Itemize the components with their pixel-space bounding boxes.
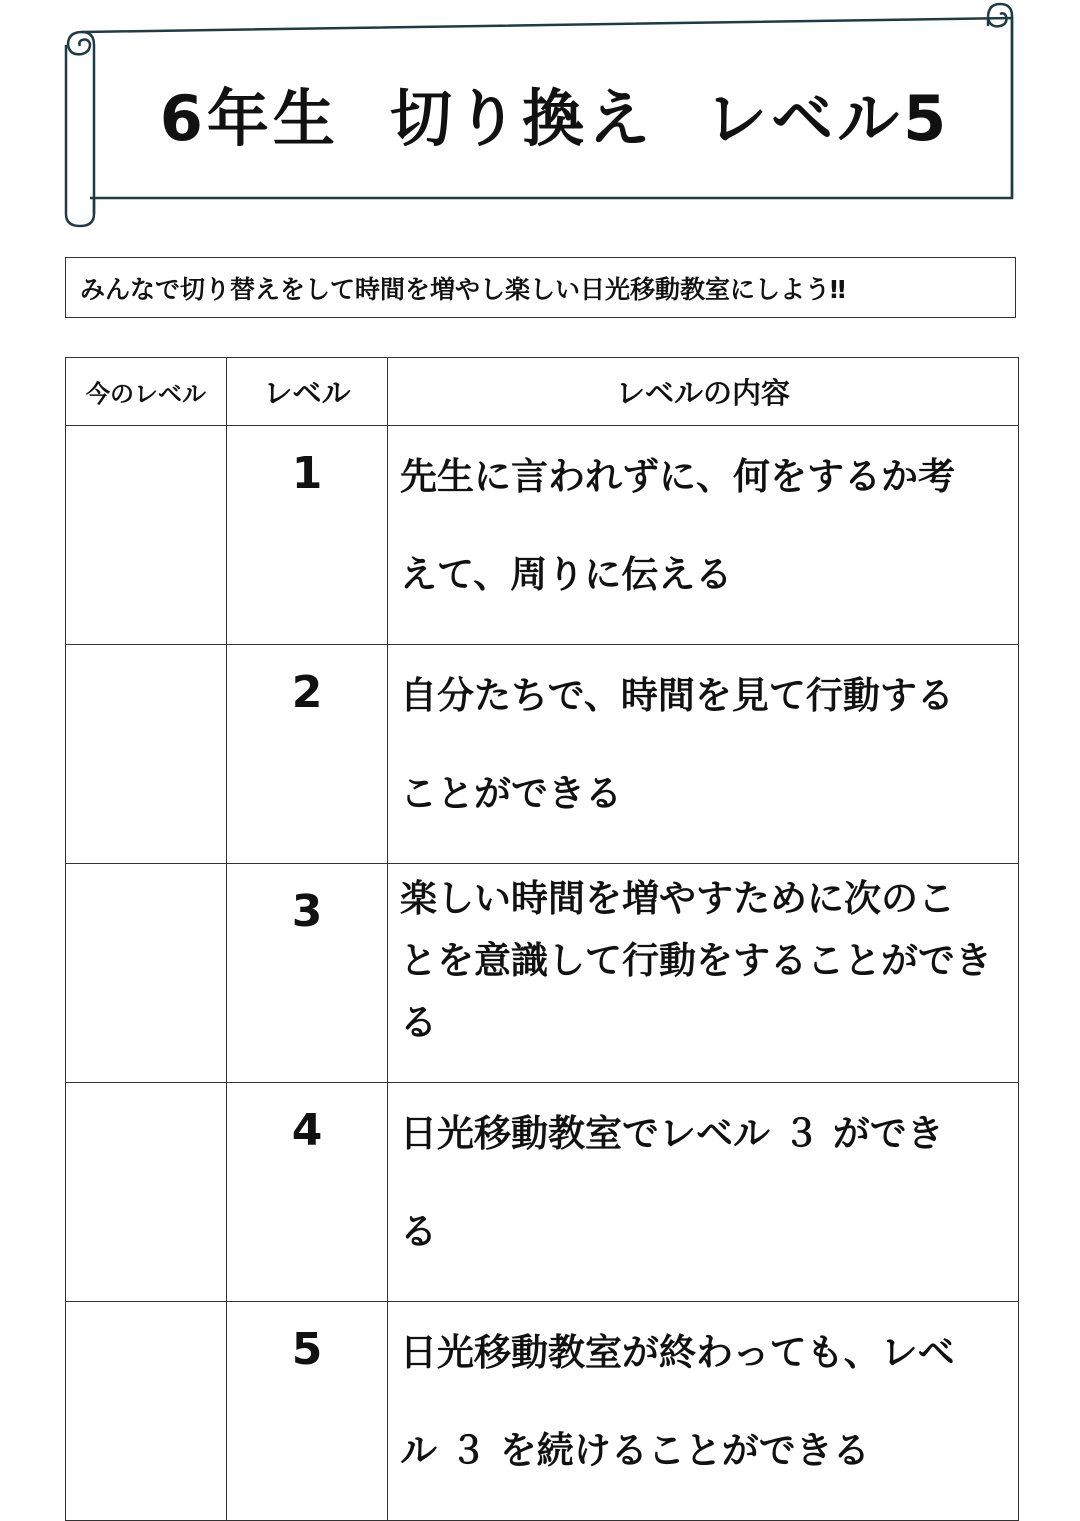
description-line: 日光移動教室でレベル ３ ができ	[400, 1112, 944, 1155]
level-description	[388, 426, 1019, 645]
level-description	[388, 864, 1019, 1083]
level-number: 3	[227, 864, 388, 1083]
current-level-cell[interactable]	[66, 864, 227, 1083]
description-line: 先生に言われずに、何をするか考	[400, 455, 955, 498]
description-line: 自分たちで、時間を見て行動する	[400, 674, 954, 717]
table-row	[66, 864, 1019, 1083]
level-description	[388, 645, 1019, 864]
column-header-level: レベル	[227, 358, 388, 426]
title-scroll-banner	[60, 0, 1020, 230]
level-table	[65, 357, 1019, 1521]
level-description	[388, 1302, 1019, 1521]
level-number: 5	[227, 1302, 388, 1521]
table-row	[66, 1083, 1019, 1302]
description-line: ことができる	[400, 772, 622, 815]
current-level-cell[interactable]	[66, 645, 227, 864]
table-header-row	[66, 358, 1019, 426]
description-line: 日光移動教室が終わっても、レベ	[400, 1331, 955, 1374]
description-line: 楽しい時間を増やすために次のこ	[400, 877, 955, 920]
motto-banner: みんなで切り替えをして時間を増やし楽しい日光移動教室にしよう‼	[65, 257, 1016, 318]
description-line: えて、周りに伝える	[400, 553, 733, 596]
level-number: 1	[227, 426, 388, 645]
level-number: 2	[227, 645, 388, 864]
description-line: とを意識して行動をすることができ	[400, 939, 992, 982]
description-line: ル ３ を続けることができる	[400, 1429, 870, 1472]
column-header-content: レベルの内容	[388, 358, 1019, 426]
current-level-cell[interactable]	[66, 426, 227, 645]
level-number: 4	[227, 1083, 388, 1302]
page-title: 6年生 切り換え レベル5	[159, 81, 951, 155]
table-row	[66, 1302, 1019, 1521]
table-row	[66, 426, 1019, 645]
column-header-current-level: 今のレベル	[66, 358, 227, 426]
table-row	[66, 645, 1019, 864]
description-line: る	[400, 1210, 437, 1253]
level-description	[388, 1083, 1019, 1302]
current-level-cell[interactable]	[66, 1083, 227, 1302]
description-line: る	[400, 1001, 437, 1044]
current-level-cell[interactable]	[66, 1302, 227, 1521]
